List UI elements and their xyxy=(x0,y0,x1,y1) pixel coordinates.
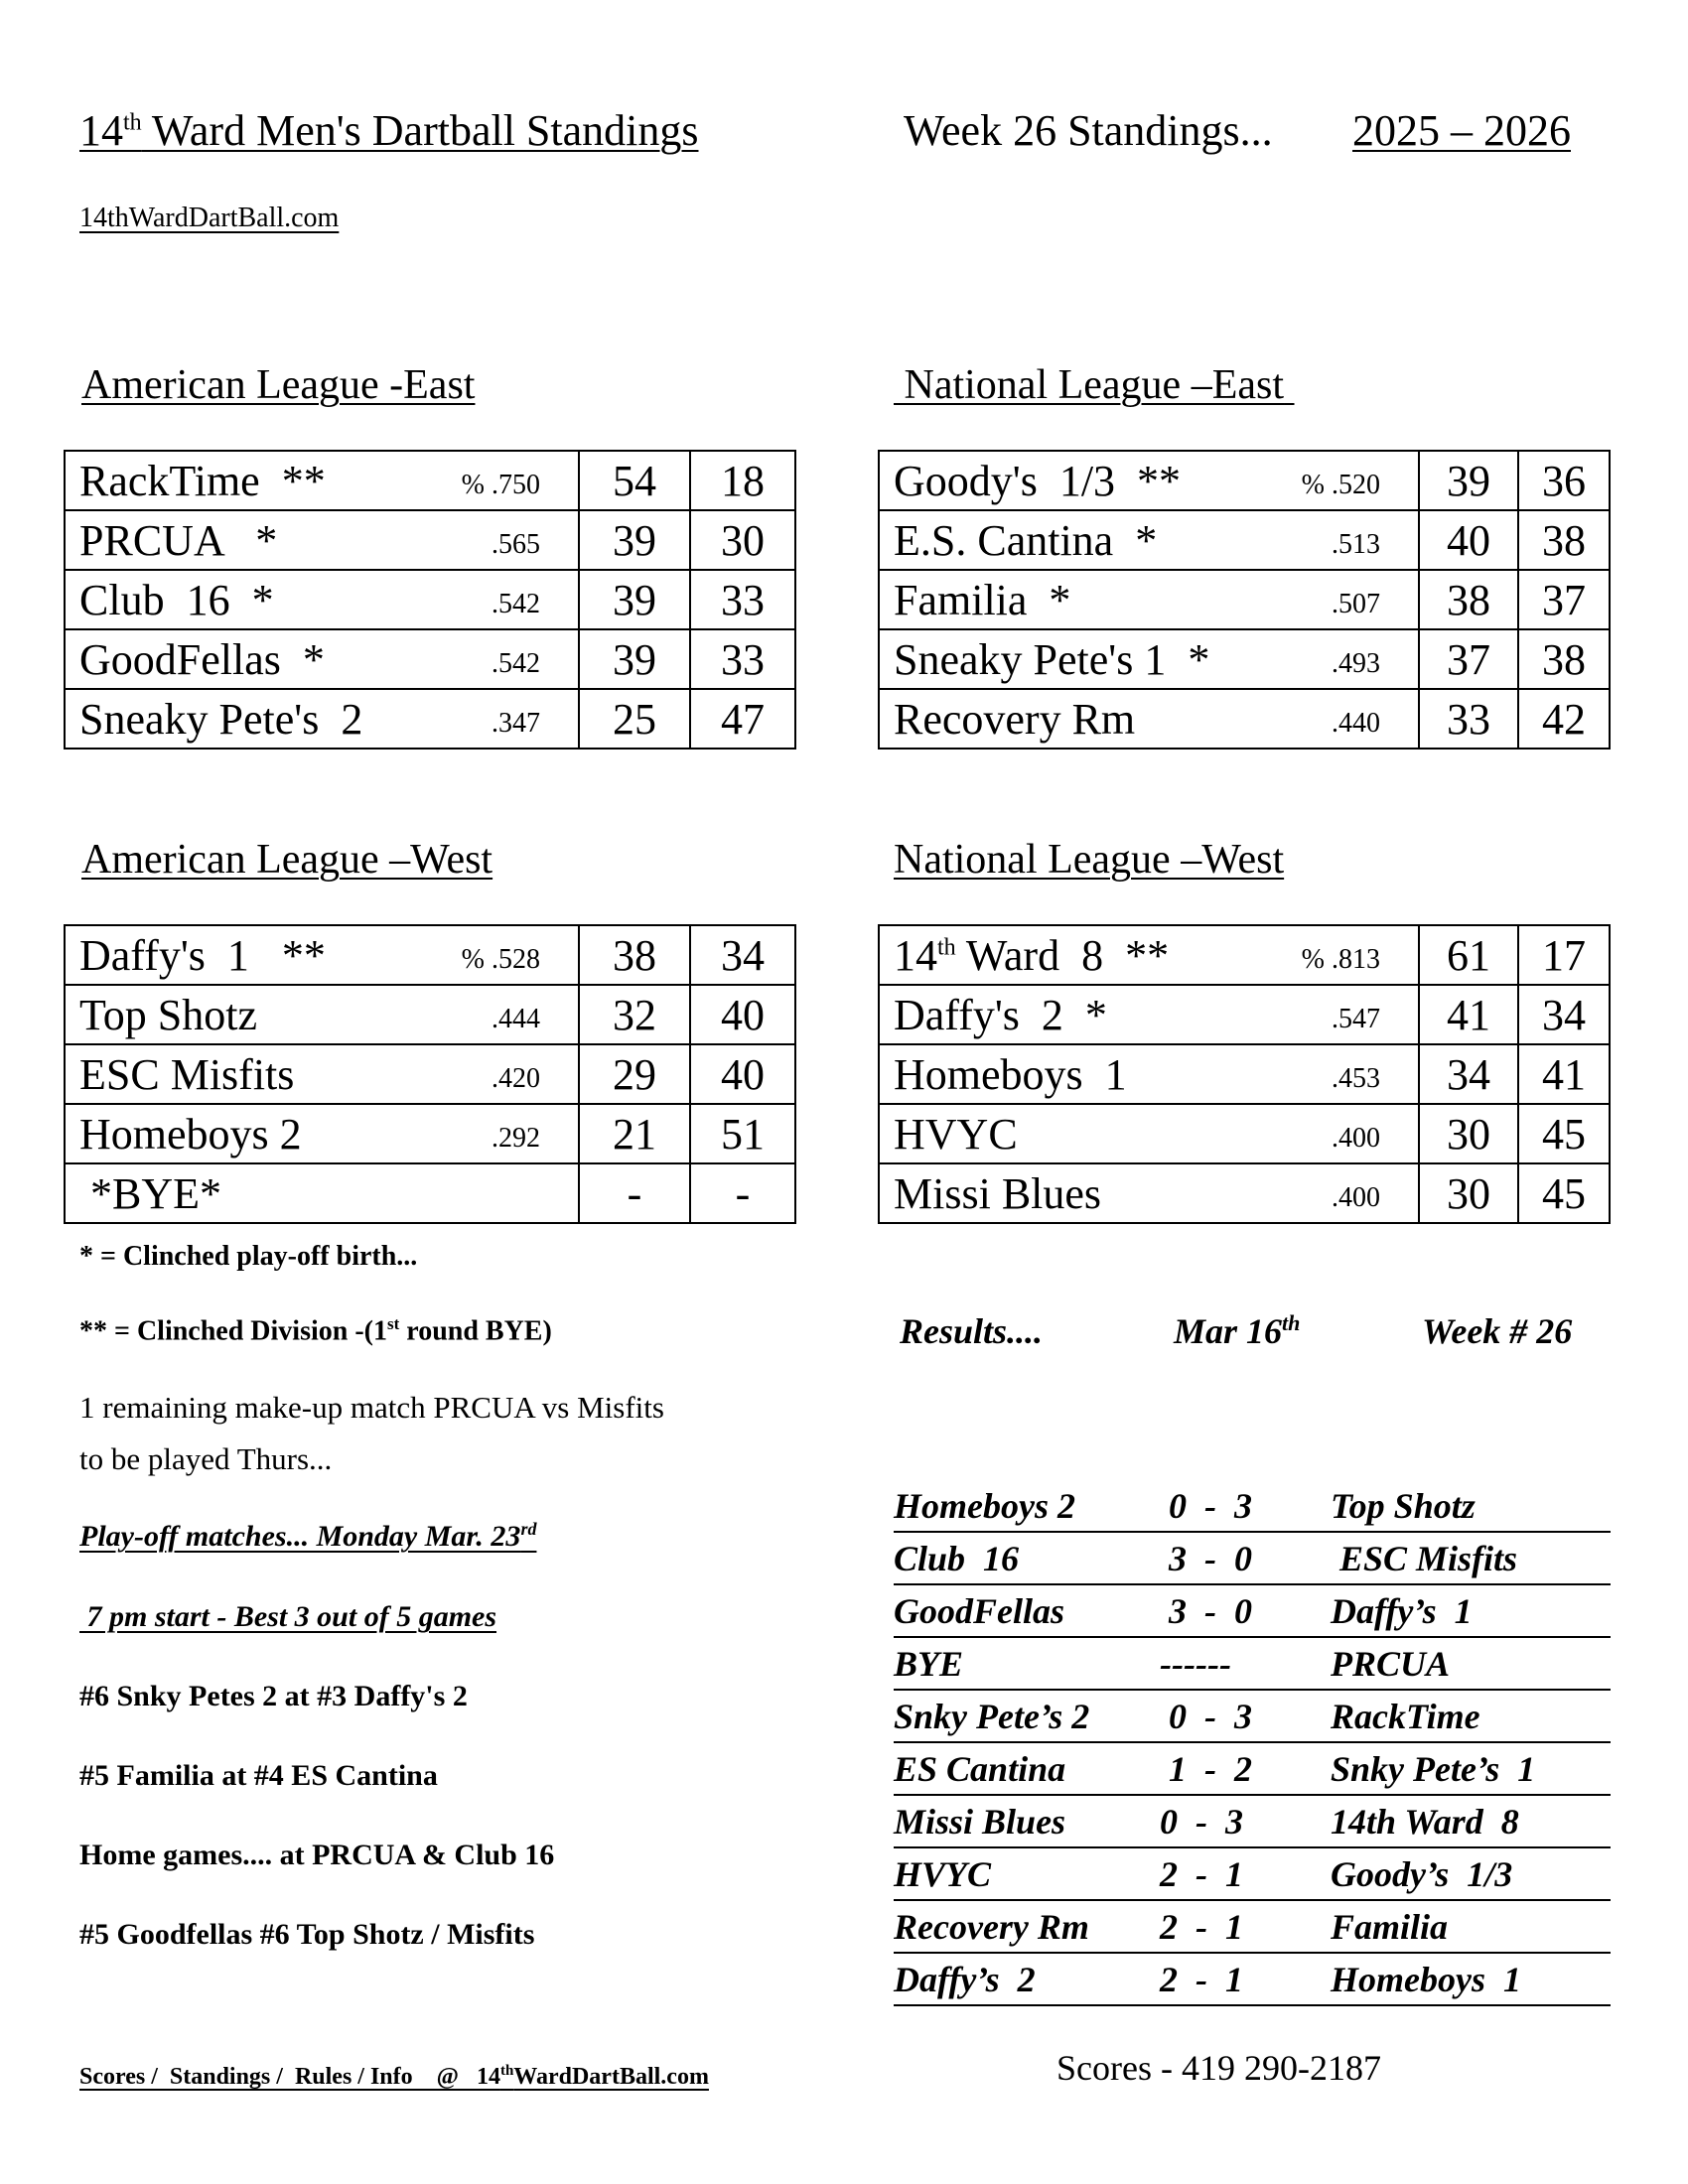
makeup-line-2: to be played Thurs... xyxy=(79,1441,333,1476)
result-away-team: Familia xyxy=(1331,1907,1449,1947)
team-name: RackTime ** xyxy=(79,456,326,505)
table-row xyxy=(879,510,1610,570)
al-east-heading: American League -East xyxy=(81,362,476,408)
table-row xyxy=(65,510,795,570)
playoff-date: Play-off matches... Monday Mar. 23rd xyxy=(79,1519,537,1553)
result-away-team: PRCUA xyxy=(1331,1644,1451,1684)
result-away-team: Snky Pete’s 1 xyxy=(1331,1749,1536,1789)
result-home-team: BYE xyxy=(894,1644,964,1684)
team-name: *BYE* xyxy=(79,1168,221,1218)
wins-cell: 25 xyxy=(579,689,690,749)
wins-cell: 21 xyxy=(579,1104,690,1163)
team-name: Recovery Rm xyxy=(894,694,1136,744)
win-pct: .420 xyxy=(492,1063,540,1094)
losses-cell: 38 xyxy=(1518,629,1610,689)
losses-cell: 45 xyxy=(1518,1163,1610,1223)
week-label: Week 26 Standings... xyxy=(904,106,1273,155)
wins-cell: 37 xyxy=(1419,629,1518,689)
team-cell xyxy=(65,1104,579,1163)
win-pct: .493 xyxy=(1332,648,1380,679)
al-east-table xyxy=(64,450,796,750)
result-score: 0 - 3 xyxy=(1160,1697,1252,1736)
team-name: Missi Blues xyxy=(894,1168,1102,1218)
team-name: E.S. Cantina * xyxy=(894,515,1158,565)
table-row xyxy=(65,451,795,510)
table-row xyxy=(65,925,795,985)
result-row xyxy=(894,1641,1611,1691)
result-home-team: GoodFellas xyxy=(894,1591,1065,1631)
losses-cell: 34 xyxy=(1518,985,1610,1044)
result-home-team: Recovery Rm xyxy=(894,1907,1089,1947)
team-cell xyxy=(65,510,579,570)
losses-cell: 18 xyxy=(690,451,795,510)
team-cell xyxy=(879,451,1419,510)
team-name: Sneaky Pete's 2 xyxy=(79,694,363,744)
table-row xyxy=(879,925,1610,985)
result-row xyxy=(894,1904,1611,1954)
wins-cell: 39 xyxy=(579,570,690,629)
team-name: 14 xyxy=(894,930,937,980)
team-name: Daffy's 1 ** xyxy=(79,930,326,980)
team-cell xyxy=(879,985,1419,1044)
season-label: 2025 – 2026 xyxy=(1352,106,1571,155)
team-cell xyxy=(879,1163,1419,1223)
home-games-note: Home games.... at PRCUA & Club 16 xyxy=(79,1839,555,1871)
win-pct: .542 xyxy=(492,648,540,679)
losses-cell: 40 xyxy=(690,985,795,1044)
team-cell xyxy=(65,570,579,629)
result-away-team: Top Shotz xyxy=(1331,1486,1476,1526)
result-score: 3 - 0 xyxy=(1160,1591,1252,1631)
result-away-team: ESC Misfits xyxy=(1331,1539,1518,1578)
team-name: PRCUA * xyxy=(79,515,278,565)
win-pct: .542 xyxy=(492,589,540,619)
table-row xyxy=(65,1104,795,1163)
result-score: 3 - 0 xyxy=(1160,1539,1252,1578)
page-title: 14th Ward Men's Dartball Standings xyxy=(79,106,699,155)
table-row xyxy=(65,1044,795,1104)
table-row xyxy=(879,689,1610,749)
team-cell xyxy=(879,689,1419,749)
losses-cell: 38 xyxy=(1518,510,1610,570)
playoff-start: 7 pm start - Best 3 out of 5 games xyxy=(79,1600,497,1633)
result-away-team: RackTime xyxy=(1331,1697,1480,1736)
wins-cell: 34 xyxy=(1419,1044,1518,1104)
team-cell xyxy=(879,1044,1419,1104)
team-name: Homeboys 2 xyxy=(79,1109,302,1159)
nl-west-table xyxy=(878,924,1611,1224)
wins-cell: 54 xyxy=(579,451,690,510)
win-pct: .440 xyxy=(1332,708,1380,739)
losses-cell: 33 xyxy=(690,570,795,629)
wins-cell: 33 xyxy=(1419,689,1518,749)
result-row xyxy=(894,1851,1611,1901)
result-away-team: Homeboys 1 xyxy=(1331,1960,1521,1999)
team-cell xyxy=(879,510,1419,570)
results-date: Mar 16th xyxy=(1174,1310,1301,1351)
wins-cell: 29 xyxy=(579,1044,690,1104)
table-row xyxy=(879,1104,1610,1163)
team-name: Sneaky Pete's 1 * xyxy=(894,634,1210,684)
wins-cell: 39 xyxy=(1419,451,1518,510)
losses-cell: - xyxy=(690,1163,795,1223)
table-row xyxy=(65,689,795,749)
team-name: Top Shotz xyxy=(79,990,258,1039)
result-score: 2 - 1 xyxy=(1160,1960,1243,1999)
result-row xyxy=(894,1694,1611,1743)
site-link[interactable]: 14thWardDartBall.com xyxy=(79,203,340,233)
team-name: Daffy's 2 * xyxy=(894,990,1107,1039)
result-home-team: Missi Blues xyxy=(894,1802,1066,1842)
wins-cell: 30 xyxy=(1419,1104,1518,1163)
win-pct: .292 xyxy=(492,1123,540,1154)
result-row xyxy=(894,1746,1611,1796)
win-pct: % .528 xyxy=(461,944,540,975)
win-pct: .513 xyxy=(1332,529,1380,560)
makeup-line-1: 1 remaining make-up match PRCUA vs Misfits xyxy=(79,1390,664,1425)
team-name: HVYC xyxy=(894,1109,1018,1159)
team-cell xyxy=(65,985,579,1044)
win-pct: % .813 xyxy=(1301,944,1380,975)
footer-info[interactable]: Scores / Standings / Rules / Info @ 14thWardDartBall.com xyxy=(79,2063,709,2090)
team-name-sup: th xyxy=(937,933,956,960)
al-west-heading: American League –West xyxy=(81,837,493,883)
win-pct: .347 xyxy=(492,708,540,739)
wins-cell: 39 xyxy=(579,510,690,570)
team-name: Ward 8 ** xyxy=(955,930,1170,980)
wins-cell: 61 xyxy=(1419,925,1518,985)
team-cell xyxy=(65,1163,579,1223)
losses-cell: 47 xyxy=(690,689,795,749)
team-cell xyxy=(879,1104,1419,1163)
losses-cell: 45 xyxy=(1518,1104,1610,1163)
team-name: Club 16 * xyxy=(79,575,274,624)
result-away-team: 14th Ward 8 xyxy=(1331,1802,1519,1842)
wins-cell: 41 xyxy=(1419,985,1518,1044)
wins-cell: 40 xyxy=(1419,510,1518,570)
wins-cell: 38 xyxy=(579,925,690,985)
result-score: 0 - 3 xyxy=(1160,1486,1252,1526)
al-west-table xyxy=(64,924,796,1224)
team-cell xyxy=(65,451,579,510)
team-cell xyxy=(65,629,579,689)
losses-cell: 36 xyxy=(1518,451,1610,510)
table-row xyxy=(879,1163,1610,1223)
result-home-team: Snky Pete’s 2 xyxy=(894,1697,1090,1736)
wins-cell: 32 xyxy=(579,985,690,1044)
result-home-team: Club 16 xyxy=(894,1539,1020,1578)
team-cell xyxy=(65,925,579,985)
result-home-team: HVYC xyxy=(894,1854,992,1894)
result-score: 2 - 1 xyxy=(1160,1854,1243,1894)
team-cell xyxy=(879,570,1419,629)
losses-cell: 17 xyxy=(1518,925,1610,985)
win-pct: .444 xyxy=(492,1004,540,1034)
team-cell xyxy=(65,1044,579,1104)
team-name: Familia * xyxy=(894,575,1071,624)
win-pct: .547 xyxy=(1332,1004,1380,1034)
result-home-team: Daffy’s 2 xyxy=(894,1960,1036,1999)
result-score: 0 - 3 xyxy=(1160,1802,1243,1842)
win-pct: .507 xyxy=(1332,589,1380,619)
losses-cell: 51 xyxy=(690,1104,795,1163)
result-away-team: Daffy’s 1 xyxy=(1331,1591,1473,1631)
result-row xyxy=(894,1957,1611,2006)
nl-west-heading: National League –West xyxy=(894,837,1285,883)
team-name: ESC Misfits xyxy=(79,1049,295,1099)
team-cell xyxy=(65,689,579,749)
result-row xyxy=(894,1588,1611,1638)
result-score: ------ xyxy=(1160,1644,1231,1684)
losses-cell: 34 xyxy=(690,925,795,985)
win-pct: .400 xyxy=(1332,1123,1380,1154)
team-cell xyxy=(879,925,1419,985)
division-note: ** = Clinched Division -(1st round BYE) xyxy=(79,1314,552,1347)
team-cell xyxy=(879,629,1419,689)
win-pct: .400 xyxy=(1332,1182,1380,1213)
losses-cell: 30 xyxy=(690,510,795,570)
win-pct: .565 xyxy=(492,529,540,560)
table-row xyxy=(65,1163,795,1223)
results-week: Week # 26 xyxy=(1422,1311,1573,1351)
playoff-match-1: #6 Snky Petes 2 at #3 Daffy's 2 xyxy=(79,1680,468,1712)
wins-cell: 30 xyxy=(1419,1163,1518,1223)
losses-cell: 40 xyxy=(690,1044,795,1104)
result-row xyxy=(894,1536,1611,1585)
nl-east-table xyxy=(878,450,1611,750)
playoff-match-3: #5 Goodfellas #6 Top Shotz / Misfits xyxy=(79,1918,535,1951)
result-row xyxy=(894,1483,1611,1533)
losses-cell: 41 xyxy=(1518,1044,1610,1104)
playoff-match-2: #5 Familia at #4 ES Cantina xyxy=(79,1759,438,1792)
result-score: 1 - 2 xyxy=(1160,1749,1252,1789)
win-pct: % .520 xyxy=(1301,470,1380,500)
table-row xyxy=(879,629,1610,689)
table-row xyxy=(879,570,1610,629)
wins-cell: - xyxy=(579,1163,690,1223)
table-row xyxy=(879,451,1610,510)
clinched-note: * = Clinched play-off birth... xyxy=(79,1241,418,1272)
wins-cell: 38 xyxy=(1419,570,1518,629)
table-row xyxy=(65,985,795,1044)
table-row xyxy=(65,629,795,689)
result-away-team: Goody’s 1/3 xyxy=(1331,1854,1513,1894)
result-score: 2 - 1 xyxy=(1160,1907,1243,1947)
results-header xyxy=(898,1310,1603,1360)
team-name: GoodFellas * xyxy=(79,634,325,684)
result-home-team: Homeboys 2 xyxy=(894,1486,1075,1526)
team-name: Homeboys 1 xyxy=(894,1049,1127,1099)
scores-phone: Scores - 419 290-2187 xyxy=(1056,2048,1381,2088)
nl-east-heading: National League –East xyxy=(904,362,1285,408)
result-row xyxy=(894,1799,1611,1848)
table-row xyxy=(879,1044,1610,1104)
losses-cell: 33 xyxy=(690,629,795,689)
table-row xyxy=(65,570,795,629)
win-pct: .453 xyxy=(1332,1063,1380,1094)
team-name: Goody's 1/3 ** xyxy=(894,456,1182,505)
losses-cell: 37 xyxy=(1518,570,1610,629)
result-home-team: ES Cantina xyxy=(894,1749,1066,1789)
results-label: Results.... xyxy=(900,1311,1044,1351)
wins-cell: 39 xyxy=(579,629,690,689)
table-row xyxy=(879,985,1610,1044)
losses-cell: 42 xyxy=(1518,689,1610,749)
win-pct: % .750 xyxy=(461,470,540,500)
